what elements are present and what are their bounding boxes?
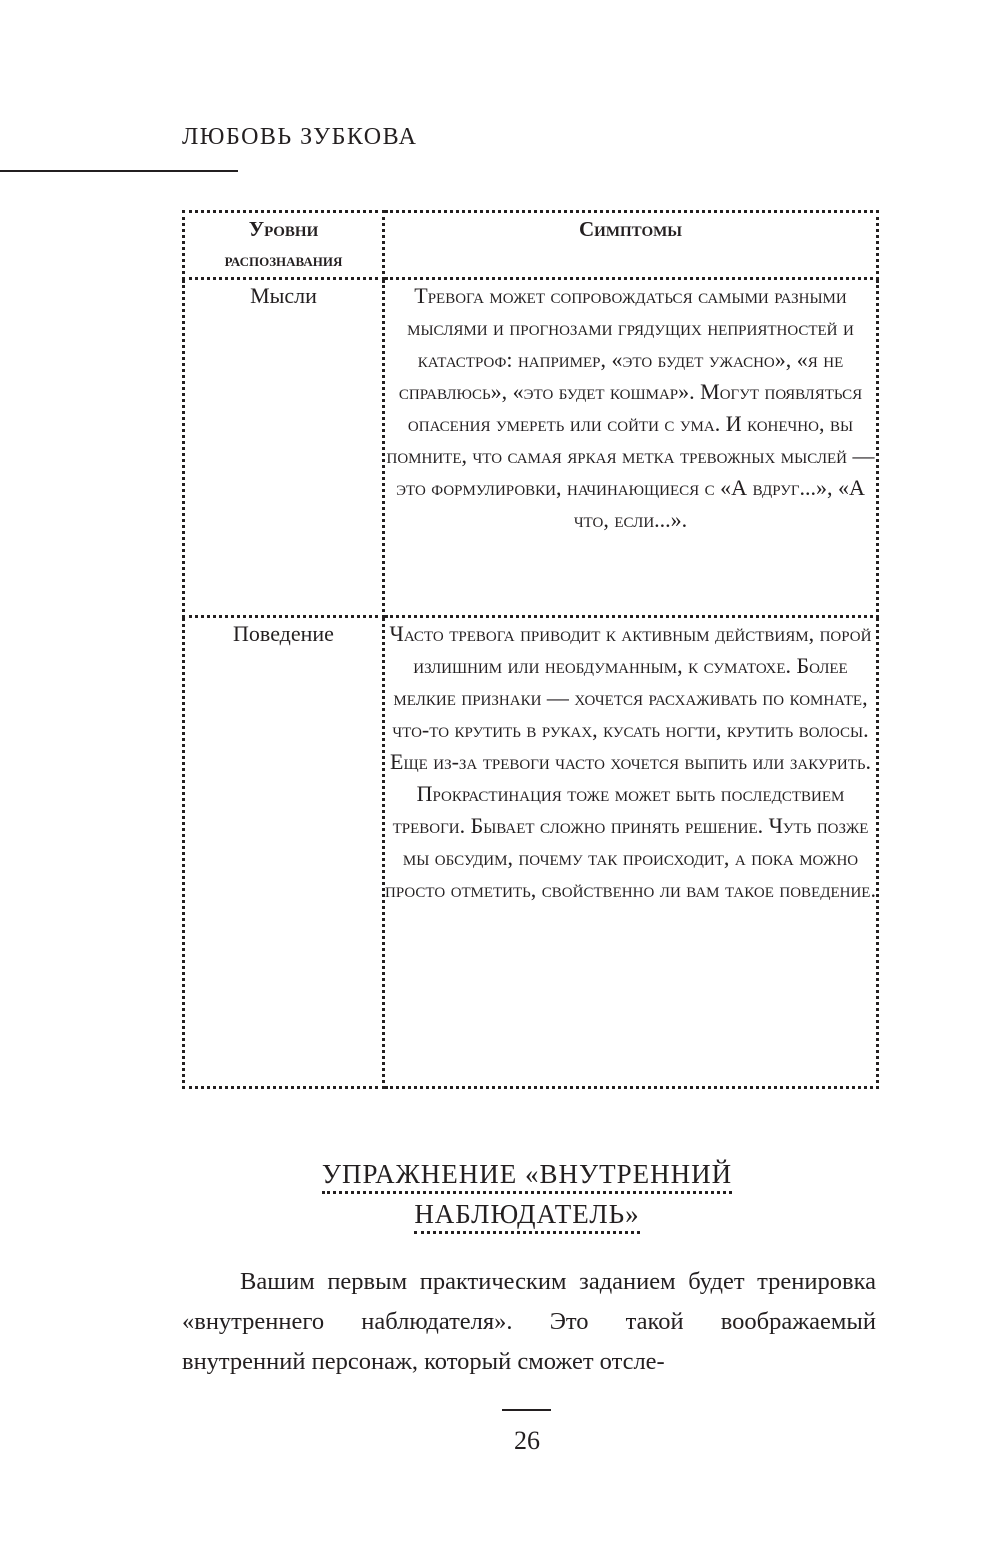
running-head: ЛЮБОВЬ ЗУБКОВА [182,124,418,150]
exercise-heading-line2: НАБЛЮДАТЕЛЬ» [414,1199,639,1234]
row-level-behavior: Поведение [184,617,384,1088]
table-row [184,617,878,1088]
table-row [184,279,878,617]
row-symptoms-behavior: Часто тревога приводит к активным действиям, порой излишним или необдуманным, к суматохе. Более мелкие признаки — хочется расхаживать по комнате, что-то крутить в руках, кусать ногти, крутить волосы. Еще из-за тревоги часто хочется выпить или закурить. Прокрастинация тоже может быть последствием тревоги. Бывает сложно принять решение. Чуть позже мы обсудим, почему так происходит, а пока можно просто отметить, свойственно ли вам такое поведение. [384,617,878,1088]
page-number-rule [502,1409,551,1411]
page-number: 26 [514,1426,540,1455]
row-symptoms-thoughts: Тревога может сопровождаться самыми разными мыслями и прогнозами грядущих неприятностей и катастроф: например, «это будет ужасно», «я не справлюсь», «это будет кошмар». Могут появляться опасения умереть или сойти с ума. И конечно, вы помните, что самая яркая метка тревожных мыслей — это формулировки, начинающиеся с «А вдруг...», «А что, если...». [384,279,878,617]
exercise-heading-line1: УПРАЖНЕНИЕ «ВНУТРЕННИЙ [322,1159,732,1194]
header-levels-line2: распознавания [224,250,343,271]
body-paragraph: Вашим первым практическим заданием будет тренировка «внутреннего наблюдателя». Это такой воображаемый внутренний персонаж, который сможет отсле- [182,1268,876,1375]
running-head-rule [0,170,238,172]
header-levels-cell [184,212,384,279]
row-level-thoughts: Мысли [184,279,384,617]
header-levels-line1: Уровни [248,217,319,241]
symptoms-table [182,210,879,1089]
table-header-row [184,212,878,279]
header-symptoms-cell: Симптомы [384,212,878,279]
exercise-heading [200,1154,854,1234]
